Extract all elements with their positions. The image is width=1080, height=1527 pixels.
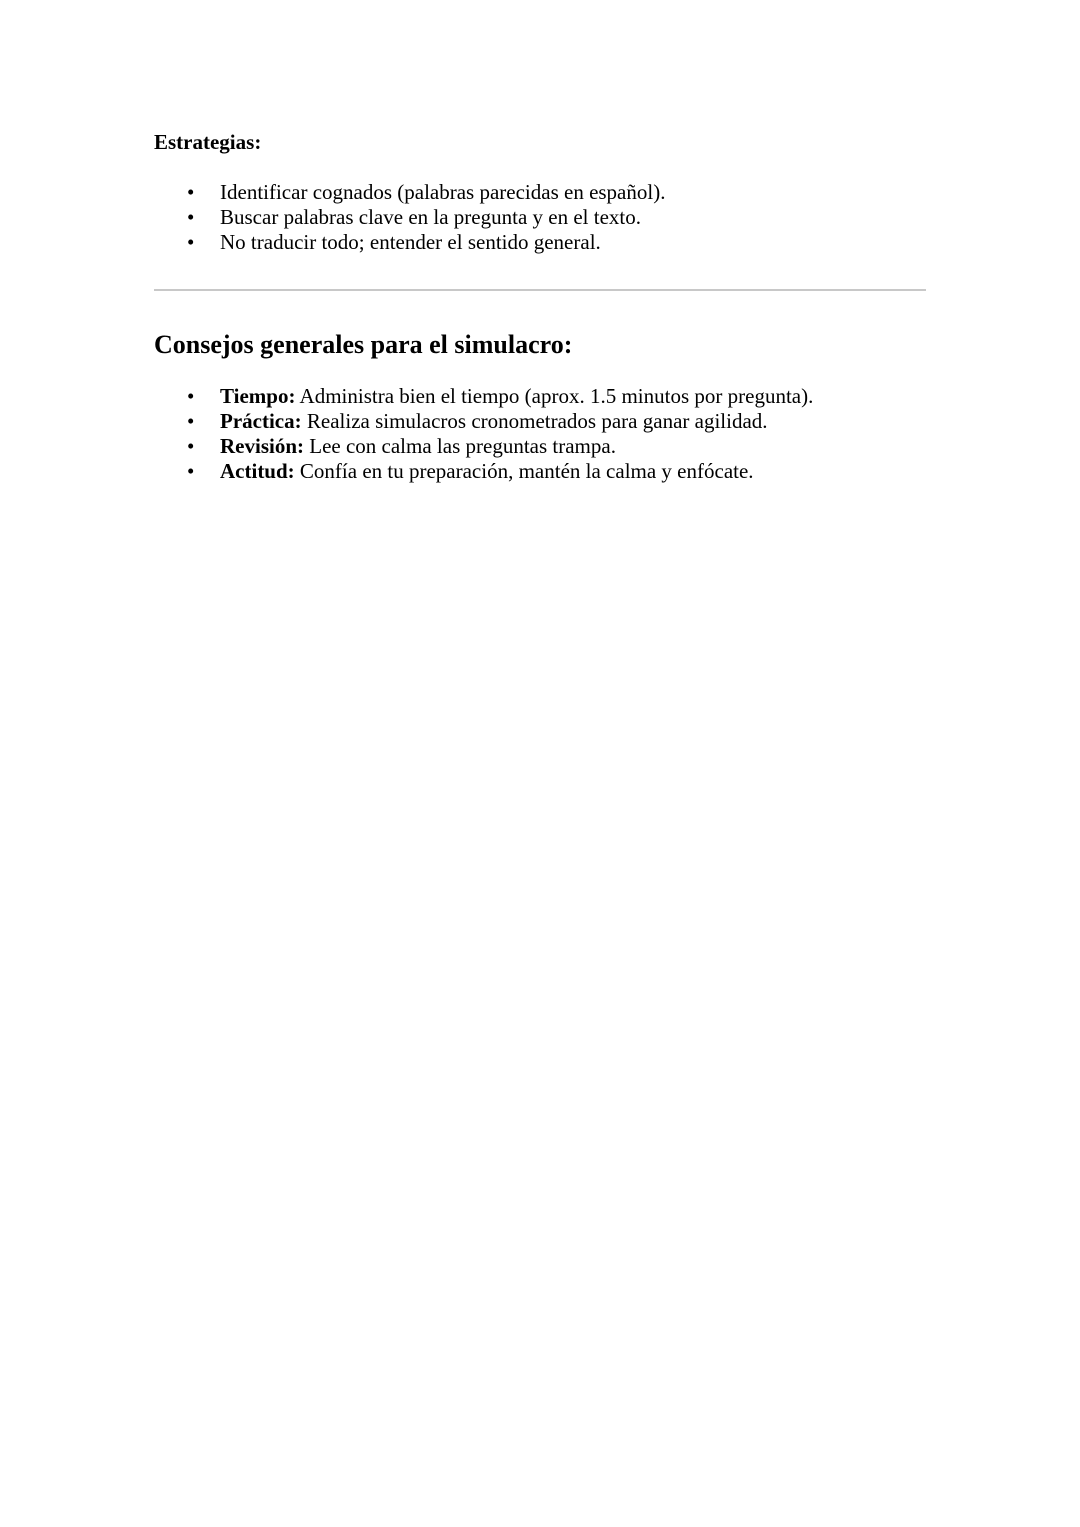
tips-list xyxy=(154,384,926,484)
bullet-icon: • xyxy=(187,459,195,483)
section-divider xyxy=(154,289,926,291)
bullet-icon: • xyxy=(187,180,195,204)
list-item xyxy=(154,180,926,205)
tips-heading: Consejos generales para el simulacro: xyxy=(154,330,573,359)
tip-text: Realiza simulacros cronometrados para ganar agilidad. xyxy=(301,409,768,433)
tip-label: Práctica: xyxy=(220,409,302,433)
list-item-text: Identificar cognados (palabras parecidas en español). xyxy=(220,180,666,204)
bullet-icon: • xyxy=(187,434,195,458)
list-item xyxy=(154,384,926,409)
tip-text: Confía en tu preparación, mantén la calma y enfócate. xyxy=(294,459,754,483)
bullet-icon: • xyxy=(187,205,195,229)
list-item xyxy=(154,459,926,484)
bullet-icon: • xyxy=(187,384,195,408)
tip-label: Revisión: xyxy=(220,434,304,458)
list-item xyxy=(154,409,926,434)
tip-text: Administra bien el tiempo (aprox. 1.5 minutos por pregunta). xyxy=(295,384,814,408)
strategies-list xyxy=(154,180,926,255)
list-item-text: No traducir todo; entender el sentido general. xyxy=(220,230,601,254)
list-item xyxy=(154,434,926,459)
list-item xyxy=(154,205,926,230)
strategies-heading: Estrategias: xyxy=(154,130,262,154)
tip-label: Actitud: xyxy=(220,459,295,483)
list-item xyxy=(154,230,926,255)
bullet-icon: • xyxy=(187,409,195,433)
tip-label: Tiempo: xyxy=(220,384,296,408)
tip-text: Lee con calma las preguntas trampa. xyxy=(304,434,616,458)
list-item-text: Buscar palabras clave en la pregunta y en el texto. xyxy=(220,205,641,229)
bullet-icon: • xyxy=(187,230,195,254)
